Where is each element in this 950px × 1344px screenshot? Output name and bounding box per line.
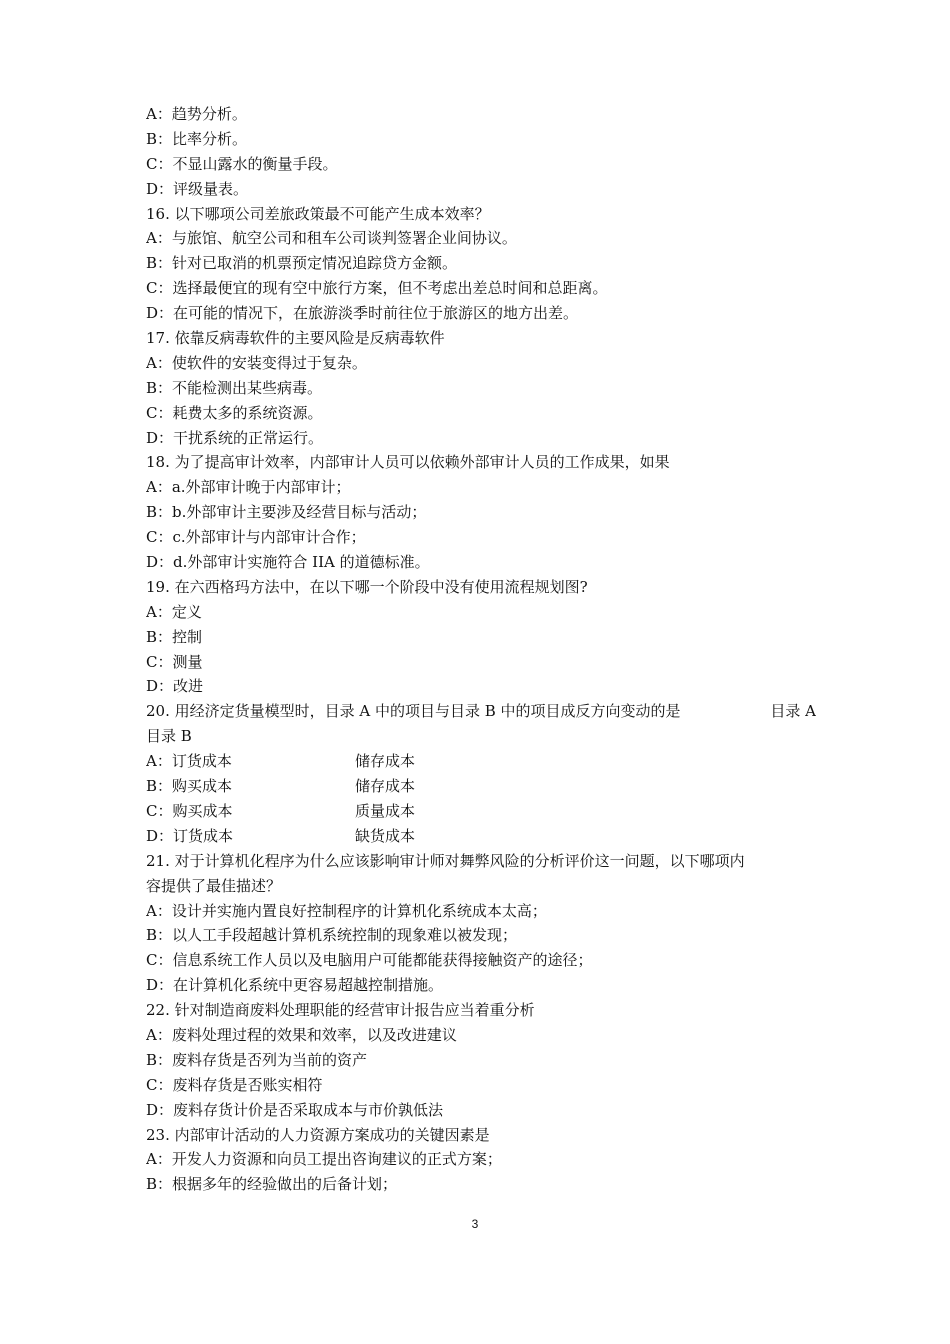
q20-option bbox=[146, 749, 816, 774]
text-line: A：废料处理过程的效果和效率，以及改进建议 bbox=[146, 1025, 457, 1044]
question-22: 22. 针对制造商废料处理职能的经营审计报告应当着重分析 bbox=[146, 1001, 535, 1020]
page-content bbox=[146, 102, 816, 1197]
text-line: D：评级量表。 bbox=[146, 179, 249, 198]
question-17: 17. 依靠反病毒软件的主要风险是反病毒软件 bbox=[146, 329, 445, 348]
text-line: B：比率分析。 bbox=[146, 129, 248, 148]
text-line: A：设计并实施内置良好控制程序的计算机化系统成本太高； bbox=[146, 901, 547, 920]
question-20-stem: 20. 用经济定货量模型时，目录 A 中的项目与目录 B 中的项目成反方向变动的是 bbox=[146, 702, 681, 721]
text-line: C：选择最便宜的现有空中旅行方案，但不考虑出差总时间和总距离。 bbox=[146, 279, 608, 298]
text-line: A：开发人力资源和向员工提出咨询建议的正式方案； bbox=[146, 1150, 502, 1169]
question-20 bbox=[146, 699, 816, 724]
text-line: 容提供了最佳描述？ bbox=[146, 876, 282, 895]
text-line: C：废料存货是否账实相符 bbox=[146, 1075, 323, 1094]
text-line: A：a.外部审计晚于内部审计； bbox=[146, 478, 351, 497]
text-line: B：控制 bbox=[146, 627, 203, 646]
q20-option-left: D：订货成本 bbox=[146, 826, 234, 845]
q20-option-left: A：订货成本 bbox=[146, 752, 232, 771]
text-line: D：废料存货计价是否采取成本与市价孰低法 bbox=[146, 1100, 444, 1119]
text-line: B：针对已取消的机票预定情况追踪贷方金额。 bbox=[146, 254, 458, 273]
question-18: 18. 为了提高审计效率，内部审计人员可以依赖外部审计人员的工作成果，如果 bbox=[146, 453, 670, 472]
text-line: B：根据多年的经验做出的后备计划； bbox=[146, 1175, 398, 1194]
q20-option-left: B：购买成本 bbox=[146, 777, 233, 796]
q20-option-right: 质量成本 bbox=[355, 801, 416, 820]
text-line: C：信息系统工作人员以及电脑用户可能都能获得接触资产的途径； bbox=[146, 951, 593, 970]
q20-option-right: 储存成本 bbox=[355, 777, 416, 796]
text-line: A：定义 bbox=[146, 602, 202, 621]
q20-option bbox=[146, 774, 816, 799]
text-line: C：不显山露水的衡量手段。 bbox=[146, 154, 338, 173]
text-line: C：c.外部审计与内部审计合作； bbox=[146, 528, 366, 547]
text-line: D：在可能的情况下，在旅游淡季时前往位于旅游区的地方出差。 bbox=[146, 304, 579, 323]
text-line: B：废料存货是否列为当前的资产 bbox=[146, 1050, 368, 1069]
q20-option-left: C：购买成本 bbox=[146, 801, 233, 820]
text-line: D：在计算机化系统中更容易超越控制措施。 bbox=[146, 976, 444, 995]
question-20-line2: 目录 B bbox=[146, 727, 192, 746]
text-line: C：耗费太多的系统资源。 bbox=[146, 403, 323, 422]
question-20-stem-tail: 目录 A bbox=[770, 702, 816, 721]
text-line: B：b.外部审计主要涉及经营目标与活动； bbox=[146, 503, 427, 522]
text-line: D：干扰系统的正常运行。 bbox=[146, 428, 324, 447]
question-19: 19. 在六西格玛方法中，在以下哪一个阶段中没有使用流程规划图? bbox=[146, 577, 588, 596]
question-16: 16. 以下哪项公司差旅政策最不可能产生成本效率？ bbox=[146, 204, 490, 223]
q20-option-right: 缺货成本 bbox=[355, 826, 416, 845]
page-number: 3 bbox=[471, 1217, 479, 1231]
q20-option bbox=[146, 799, 816, 824]
q20-option-right: 储存成本 bbox=[355, 752, 416, 771]
text-line: D：改进 bbox=[146, 677, 204, 696]
question-21: 21. 对于计算机化程序为什么应该影响审计师对舞弊风险的分析评价这一问题，以下哪项内 bbox=[146, 851, 745, 870]
text-line: A：使软件的安装变得过于复杂。 bbox=[146, 353, 367, 372]
text-line: A：与旅馆、航空公司和租车公司谈判签署企业间协议。 bbox=[146, 229, 517, 248]
text-line: C：测量 bbox=[146, 652, 203, 671]
text-line: D：d.外部审计实施符合 IIA 的道德标准。 bbox=[146, 553, 430, 572]
q20-option bbox=[146, 824, 816, 849]
text-line: B：不能检测出某些病毒。 bbox=[146, 378, 323, 397]
text-line: B：以人工手段超越计算机系统控制的现象难以被发现； bbox=[146, 926, 518, 945]
text-line: A：趋势分析。 bbox=[146, 105, 247, 123]
question-23: 23. 内部审计活动的人力资源方案成功的关键因素是 bbox=[146, 1125, 490, 1144]
